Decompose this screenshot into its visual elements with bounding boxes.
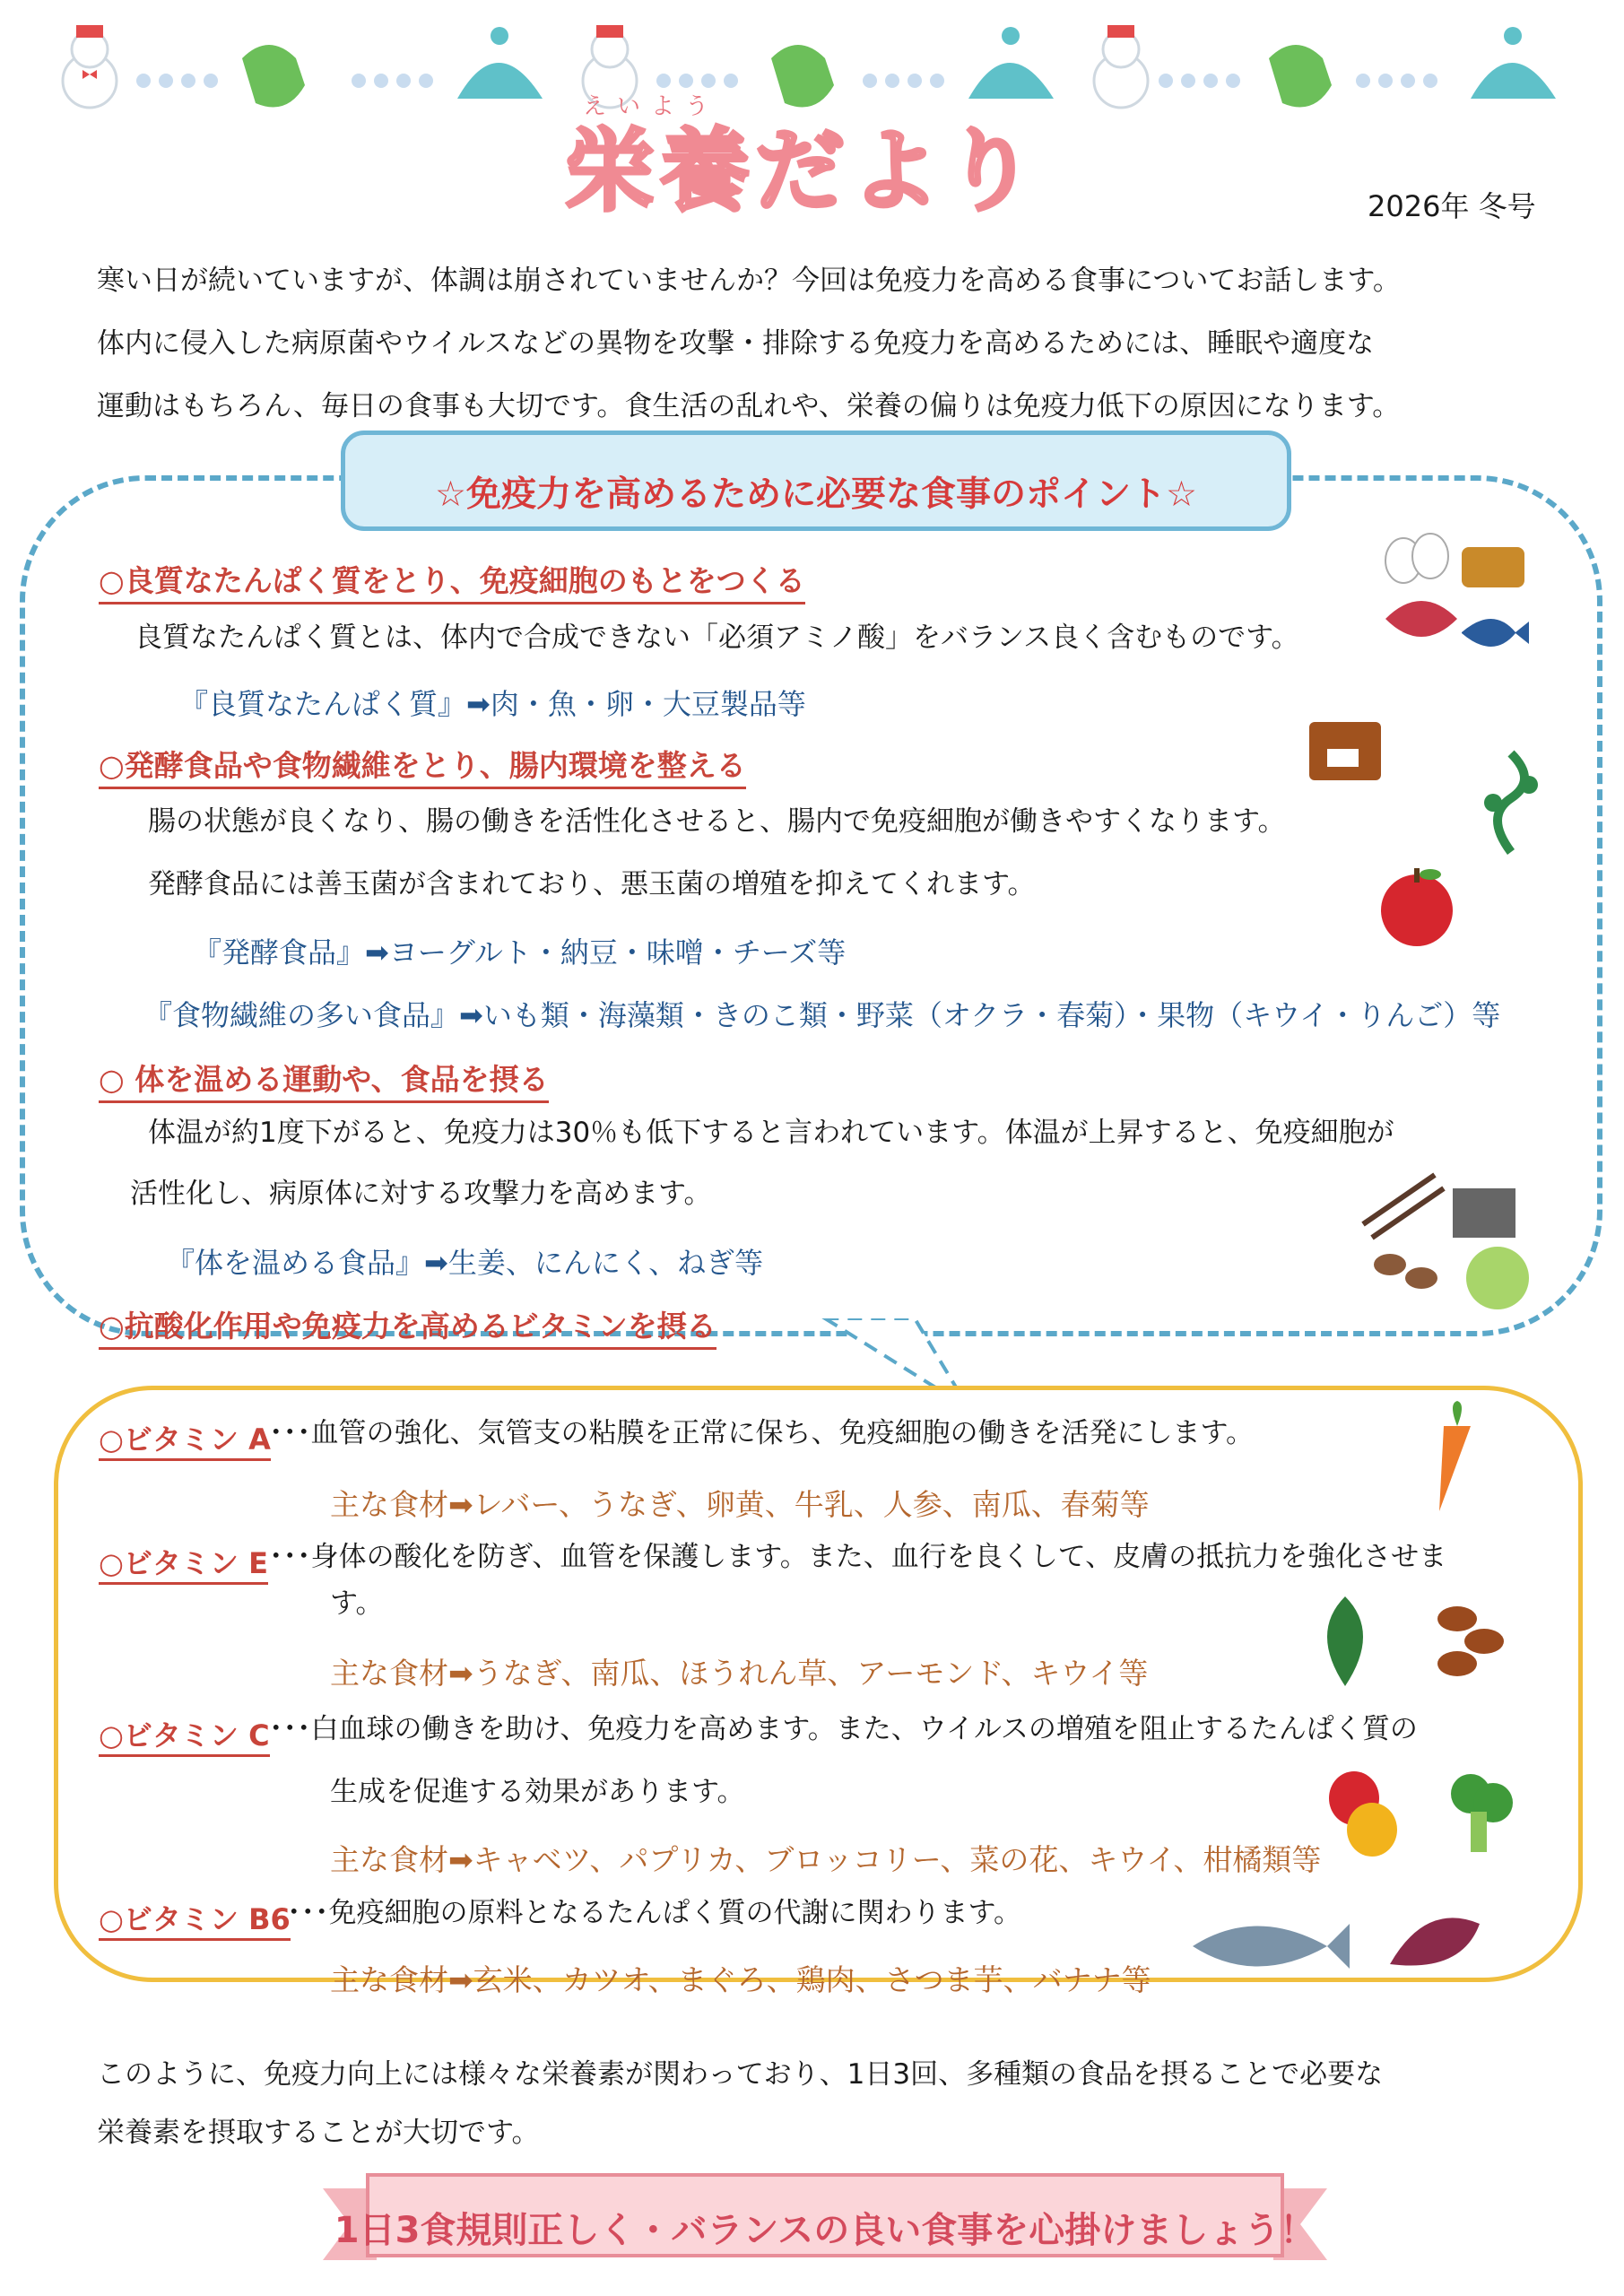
section-heading-vitamin: ○抗酸化作用や免疫力を高めるビタミンを摂る — [99, 1303, 716, 1350]
vitamin-e-foods: 主な食材➡うなぎ、南瓜、ほうれん草、アーモンド、キウイ等 — [330, 1656, 1149, 1691]
vitamin-a-desc: ･･･血管の強化、気管支の粘膜を正常に保ち、免疫細胞の働きを活発にします。 — [269, 1417, 1255, 1449]
apple-icon — [1372, 861, 1462, 951]
carrot-icon — [1417, 1399, 1498, 1516]
section-example: 『食物繊維の多い食品』➡いも類・海藻類・きのこ類・野菜（オクラ・春菊）・果物（キウイ・りんご）等 — [143, 998, 1501, 1032]
vitamin-e-desc: す。 — [330, 1587, 384, 1620]
vitamin-e-desc: ･･･身体の酸化を防ぎ、血管を保護します。また、血行を良くして、皮膚の抵抗力を強化させま — [269, 1541, 1447, 1573]
section-heading-fermented: ○発酵食品や食物繊維をとり、腸内環境を整える — [99, 743, 746, 789]
vitamin-c-desc: 生成を促進する効果があります。 — [330, 1776, 745, 1808]
tuna-sweet-potato-icon — [1184, 1906, 1524, 1987]
vitamin-b6-foods: 主な食材➡玄米、カツオ、まぐろ、鶏肉、さつま芋、バナナ等 — [330, 1962, 1151, 1997]
intro-line: 運動はもちろん、毎日の食事も大切です。食生活の乱れや、栄養の偏りは免疫力低下の原因になります。 — [97, 390, 1401, 422]
snowman-icon — [63, 25, 117, 108]
ginger-mushroom-cabbage-icon — [1354, 1170, 1542, 1314]
section-text: 発酵食品には善玉菌が含まれており、悪玉菌の増殖を抑えてくれます。 — [148, 868, 1036, 900]
section-text: 活性化し、病原体に対する攻撃力を高めます。 — [130, 1178, 712, 1210]
section-example: 『体を温める食品』➡生姜、にんにく、ねぎ等 — [166, 1246, 764, 1280]
vitamin-a-foods: 主な食材➡レバー、うなぎ、卵黄、牛乳、人参、南瓜、春菊等 — [330, 1487, 1150, 1522]
paprika-broccoli-icon — [1318, 1762, 1524, 1861]
vitamin-b6-desc: ･･･免疫細胞の原料となるたんぱく質の代謝に関わります。 — [287, 1897, 1022, 1929]
seaweed-icon — [1471, 749, 1551, 857]
vitamin-c-foods: 主な食材➡キャベツ、パプリカ、ブロッコリー、菜の花、キウイ、柑橘類等 — [330, 1842, 1322, 1877]
vitamin-a-label: ○ビタミン A — [99, 1417, 271, 1461]
vitamin-c-label: ○ビタミン C — [99, 1713, 270, 1757]
title-ruby: えいよう — [583, 93, 720, 120]
issue-label: 2026年 冬号 — [1368, 189, 1536, 223]
intro-line: 体内に侵入した病原菌やウイルスなどの異物を攻撃・排除する免疫力を高めるためには、睡眠や適度な — [97, 327, 1375, 360]
intro-line: 寒い日が続いていますが、体調は崩されていませんか？今回は免疫力を高める食事についてお話します。 — [97, 265, 1401, 297]
section-text: 体温が約1度下がると、免疫力は30％も低下すると言われています。体温が上昇すると、免疫細胞が — [148, 1117, 1394, 1149]
section-example: 『発酵食品』➡ヨーグルト・納豆・味噌・チーズ等 — [193, 935, 847, 970]
miso-icon — [1305, 713, 1385, 785]
page-title: 栄養だより — [565, 118, 1040, 223]
vitamin-c-desc: ･･･白血球の働きを助け、免疫力を高めます。また、ウイルスの増殖を阻止するたんぱく質の — [269, 1713, 1418, 1745]
vitamin-e-label: ○ビタミン E — [99, 1541, 268, 1585]
points-title: ☆免疫力を高めるために必要な食事のポイント☆ — [435, 474, 1197, 515]
section-text: 良質なたんぱく質とは、体内で合成できない「必須アミノ酸」をバランス良く含むものです。 — [135, 622, 1299, 654]
section-text: 腸の状態が良くなり、腸の働きを活性化させると、腸内で免疫細胞が働きやすくなります。 — [148, 805, 1286, 838]
closing-line: このように、免疫力向上には様々な栄養素が関わっており、1日3回、多種類の食品を摂ることで必要な — [97, 2058, 1384, 2091]
section-heading-warm: ○ 体を温める運動や、食品を摂る — [99, 1057, 549, 1103]
closing-line: 栄養素を摂取することが大切です。 — [97, 2117, 540, 2149]
vitamin-b6-label: ○ビタミン B6 — [99, 1897, 291, 1941]
section-heading-protein: ○良質なたんぱく質をとり、免疫細胞のもとをつくる — [99, 558, 805, 604]
egg-natto-meat-fish-icon — [1376, 529, 1529, 664]
section-example: 『良質なたんぱく質』➡肉・魚・卵・大豆製品等 — [179, 687, 806, 721]
ribbon-message: 1日3食規則正しく・バランスの良い食事を心掛けましょう！ — [334, 2210, 1316, 2251]
spinach-almond-icon — [1309, 1592, 1524, 1691]
